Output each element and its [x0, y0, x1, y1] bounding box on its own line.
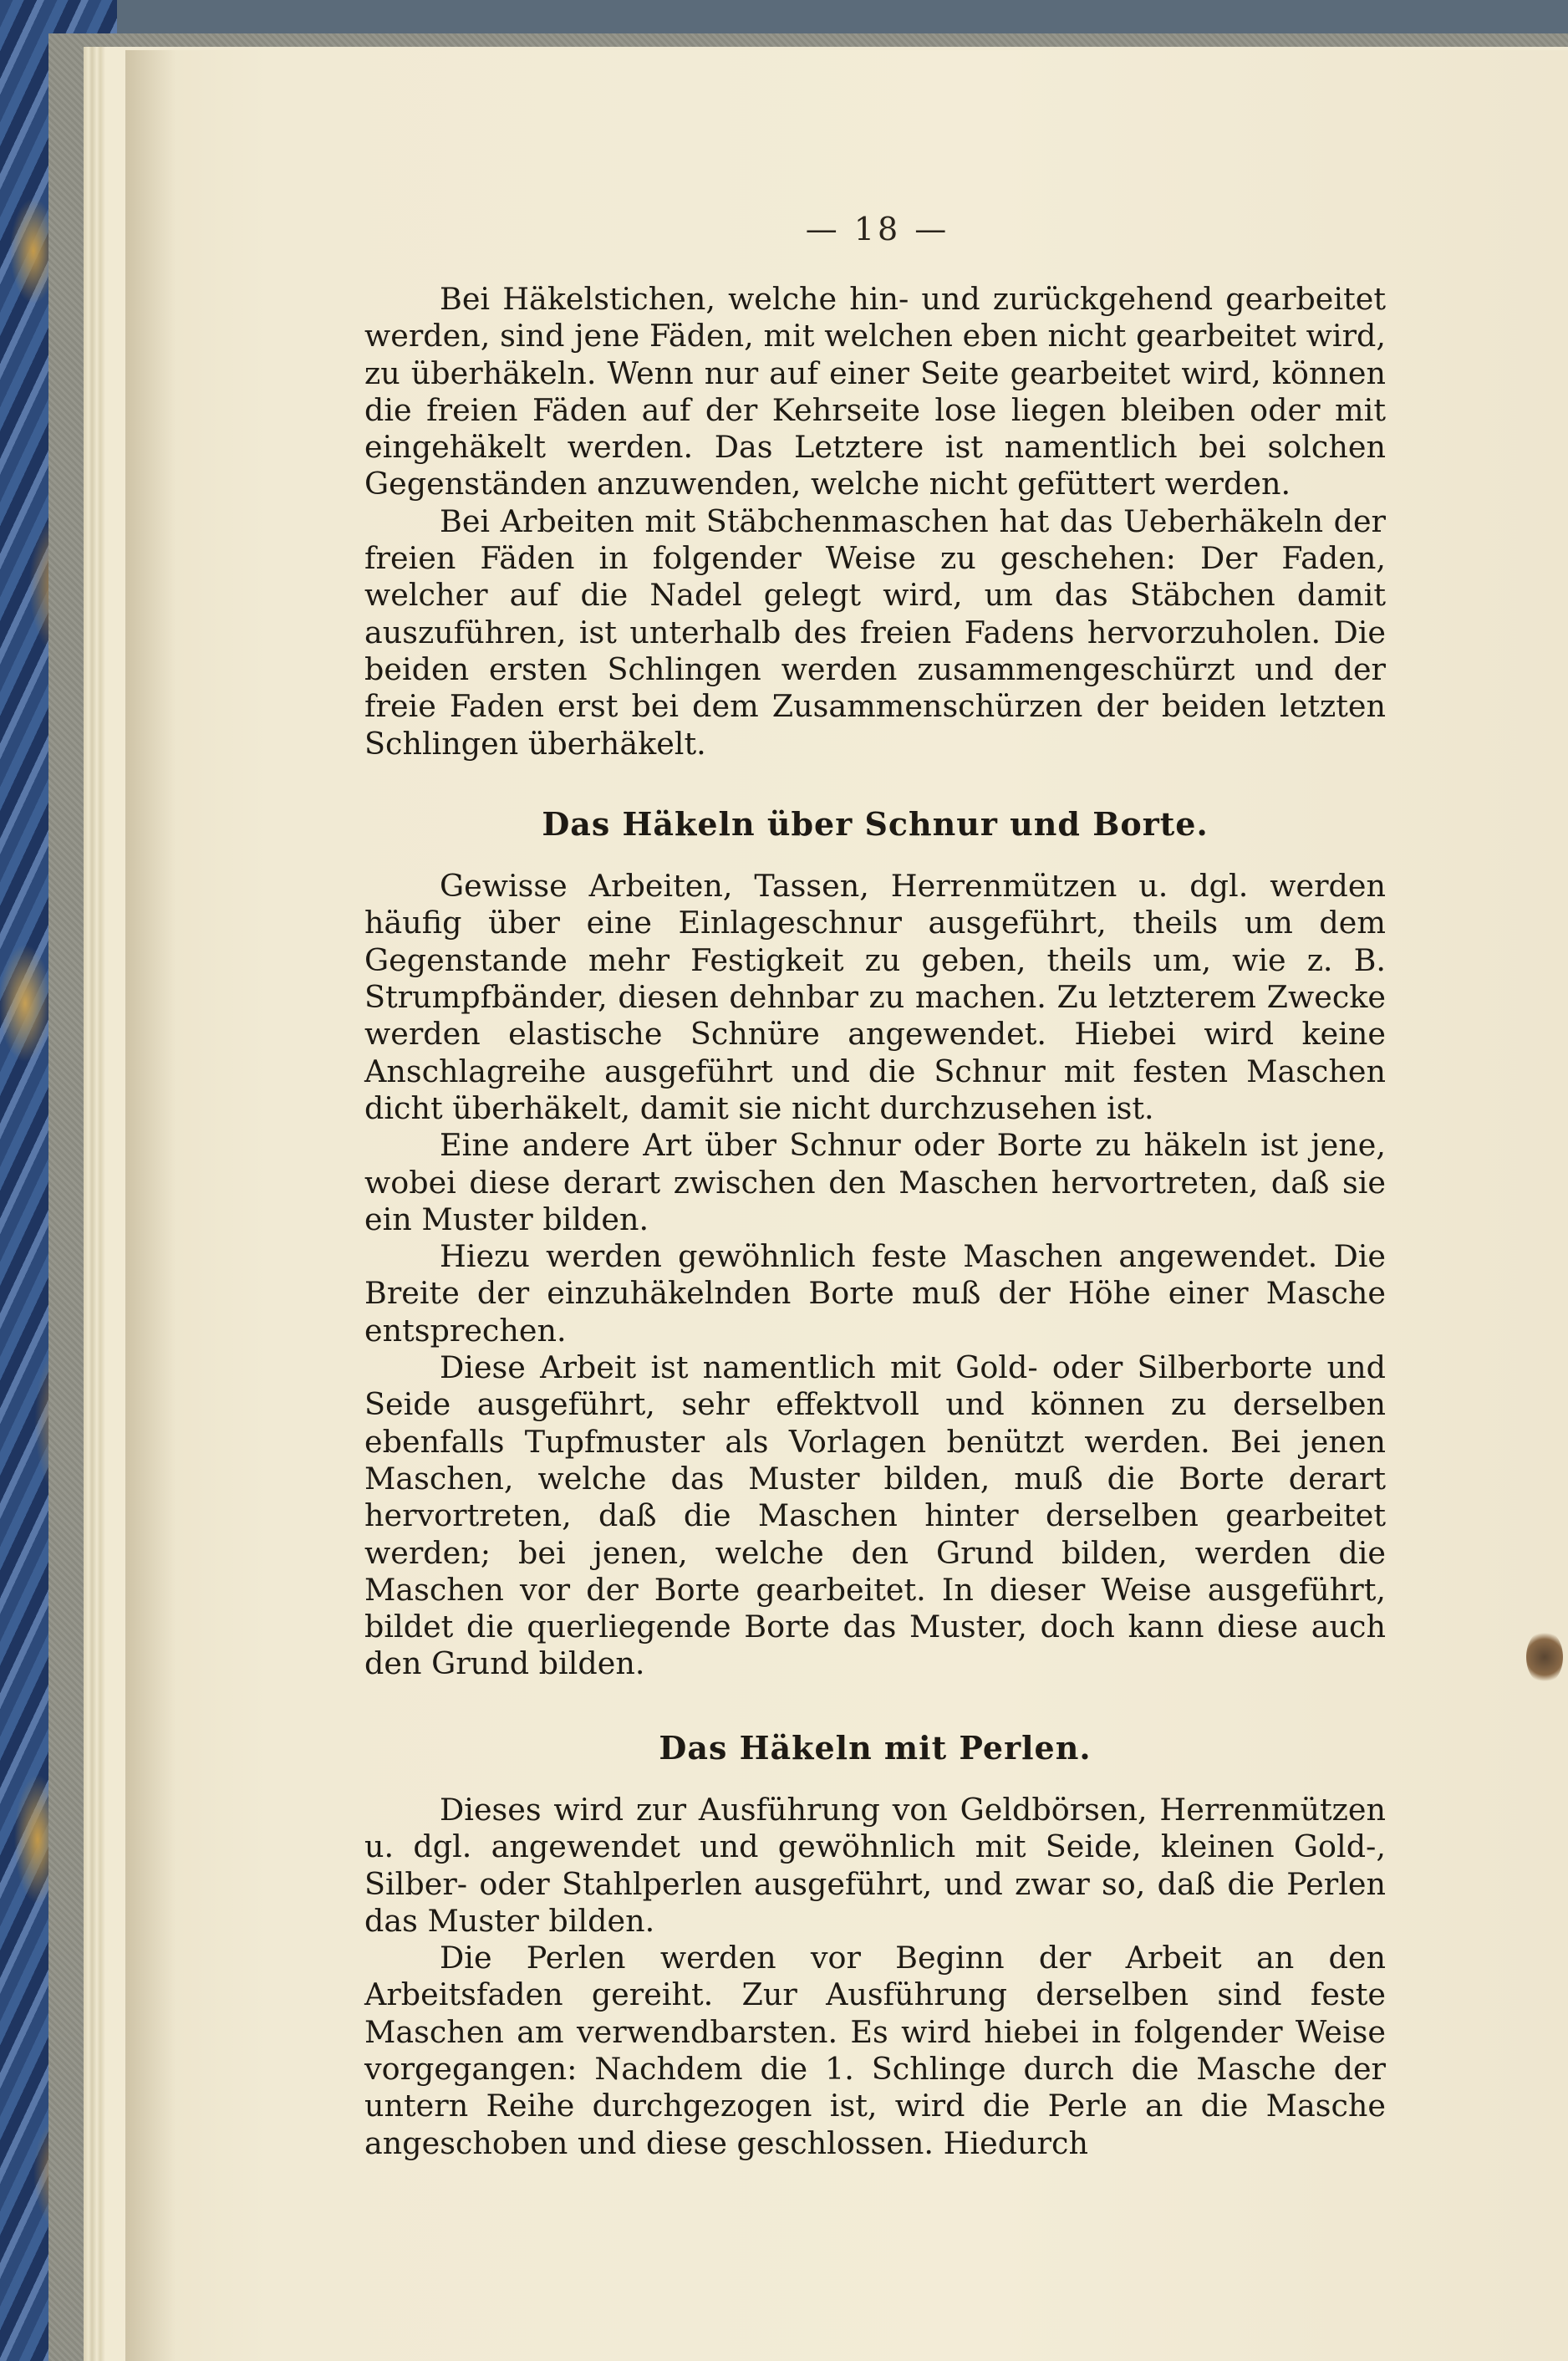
- paragraph: Gewisse Arbeiten, Tassen, Herrenmützen u. dgl. werden häufig über eine Einlageschnur ausgeführt, theils um dem Gegenstande mehr Festigkeit zu geben, theils um, wie z. B. Strumpfbänder, diesen dehnbar zu machen. Zu letzterem Zwecke werden elastische Schnüre angewendet. Hiebei wird keine Anschlagreihe ausgeführt und die Schnur mit festen Maschen dicht überhäkelt, damit sie nicht durchzusehen ist.: [364, 868, 1386, 1126]
- page-text: [364, 281, 1386, 2162]
- paragraph: Bei Arbeiten mit Stäbchenmaschen hat das Ueberhäkeln der freien Fäden in folgender Weise zu geschehen: Der Faden, welcher auf die Nadel gelegt wird, um das Stäbchen damit auszuführen, ist unterhalb des freien Fadens hervorzuholen. Die beiden ersten Schlingen werden zusammengeschürzt und der freie Faden erst bei dem Zusammenschürzen der beiden letzten Schlingen überhäkelt.: [364, 502, 1386, 762]
- section-heading: Das Häkeln mit Perlen.: [659, 1728, 1092, 1767]
- gutter-shadow: [125, 50, 176, 2361]
- paragraph: Bei Häkelstichen, welche hin- und zurückgehend gearbeitet werden, sind jene Fäden, mit welchen eben nicht gearbeitet wird, zu überhäkeln. Wenn nur auf einer Seite gearbeitet wird, können die freien Fäden auf der Kehrseite lose liegen bleiben oder mit eingehäkelt werden. Das Letztere ist namentlich bei solchen Gegenständen anzuwenden, welche nicht gefüttert werden.: [364, 281, 1386, 502]
- paragraph: Dieses wird zur Ausführung von Geldbörsen, Herrenmützen u. dgl. angewendet und gewöhnlich mit Seide, kleinen Gold-, Silber- oder Stahlperlen ausgeführt, und zwar so, daß die Perlen das Muster bilden.: [364, 1791, 1386, 1939]
- page-stain: [1526, 1630, 1563, 1684]
- paragraph: Die Perlen werden vor Beginn der Arbeit an den Arbeitsfaden gereiht. Zur Ausführung derselben sind feste Maschen am verwendbarsten. Es wird hiebei in folgender Weise vorgegangen: Nachdem die 1. Schlinge durch die Masche der untern Reihe durchgezogen ist, wird die Perle an die Masche angeschoben und diese geschlossen. Hiedurch: [364, 1940, 1386, 2161]
- section-heading: Das Häkeln über Schnur und Borte.: [542, 804, 1209, 843]
- paragraph: Diese Arbeit ist namentlich mit Gold- oder Silberborte und Seide ausgeführt, sehr effektvoll und können zu derselben ebenfalls Tupfmuster als Vorlagen benützt werden. Bei jenen Maschen, welche das Muster bilden, muß die Borte derart hervortreten, daß die Maschen hinter derselben gearbeitet werden; bei jenen, welche den Grund bilden, werden die Maschen vor der Borte gearbeitet. In dieser Weise ausgeführt, bildet die querliegende Borte das Muster, doch kann diese auch den Grund bilden.: [364, 1349, 1386, 1682]
- paragraph: Eine andere Art über Schnur oder Borte zu häkeln ist jene, wobei diese derart zwischen den Maschen hervortreten, daß sie ein Muster bilden.: [364, 1127, 1386, 1237]
- page-number: — 18 —: [805, 211, 950, 247]
- paragraph: Hiezu werden gewöhnlich feste Maschen angewendet. Die Breite der einzuhäkelnden Borte muß der Höhe einer Masche entsprechen.: [364, 1238, 1386, 1349]
